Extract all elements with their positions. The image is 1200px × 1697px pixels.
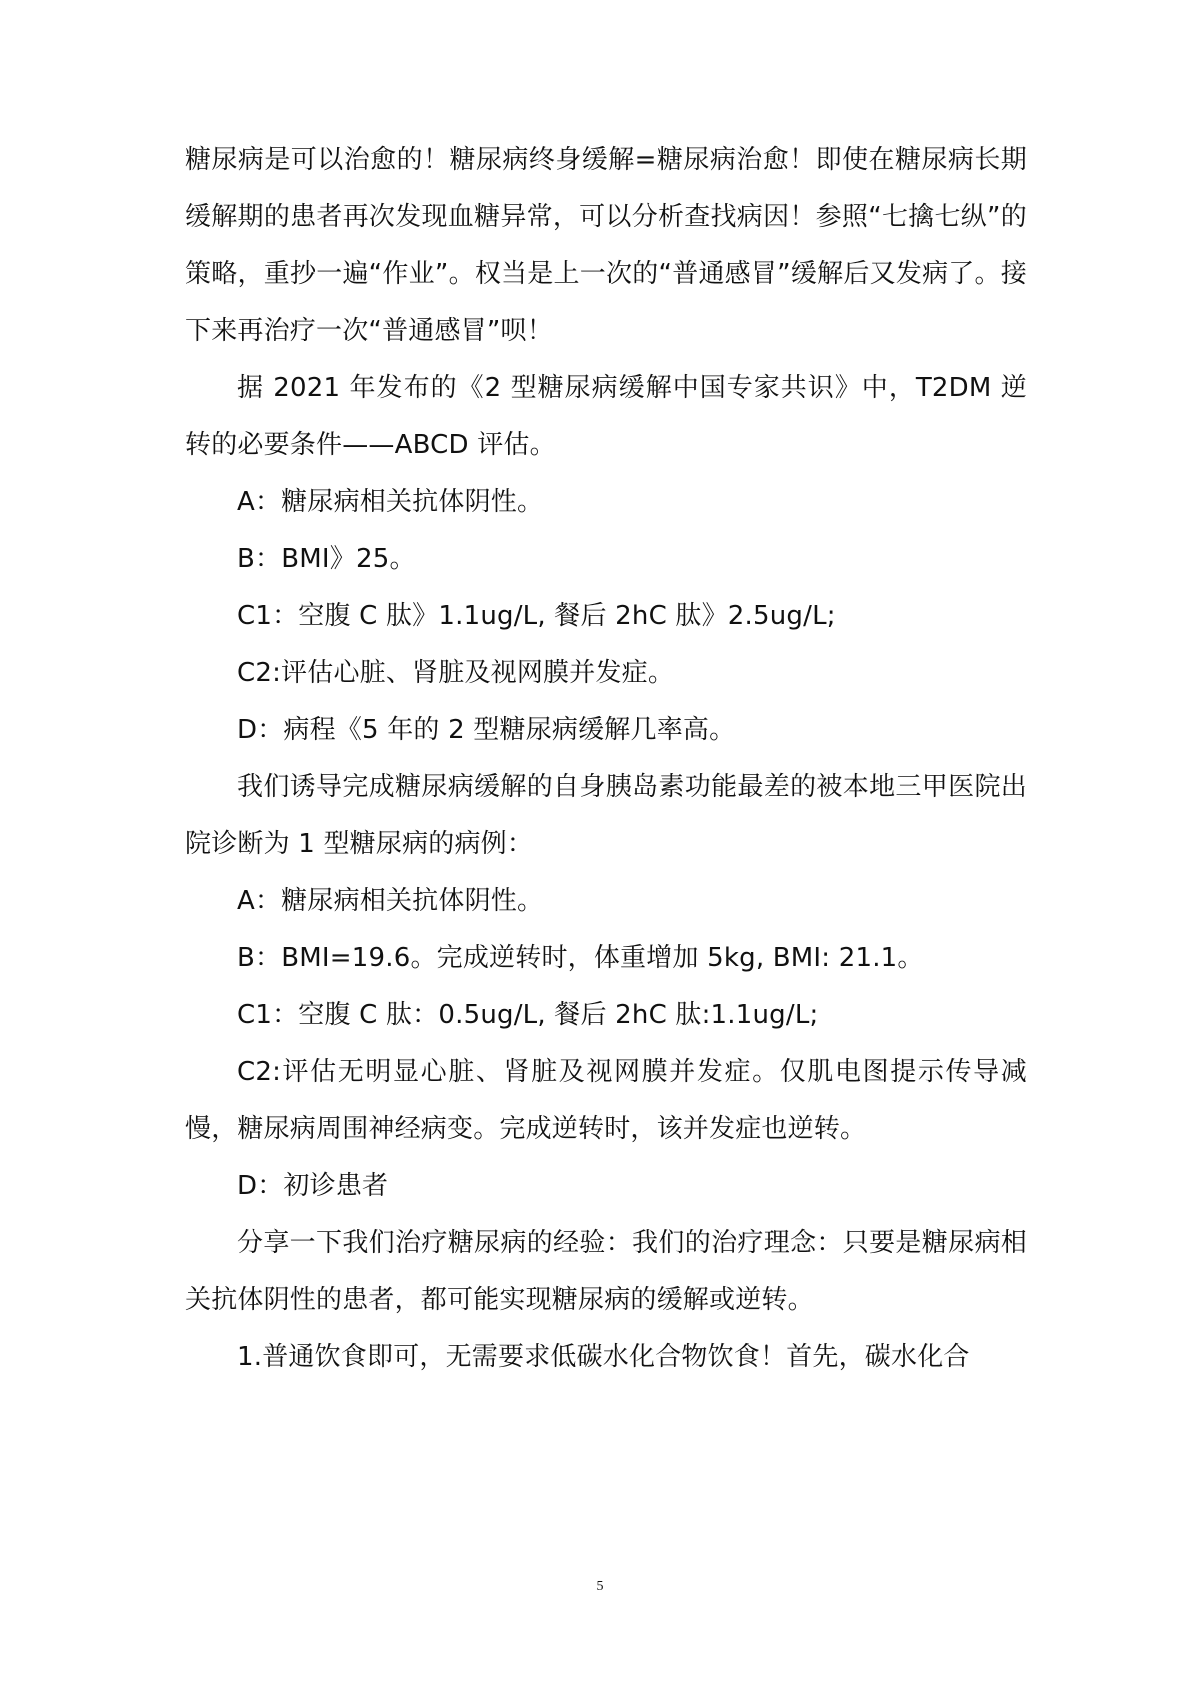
case-criterion-d: D：初诊患者: [237, 1171, 389, 1201]
page-number: 5: [596, 1579, 604, 1594]
case-criterion-a: A：糖尿病相关抗体阴性。: [237, 886, 544, 916]
paragraph-diet-point-1: 1.普通饮食即可，无需要求低碳水化合物饮食！首先，碳水化合: [237, 1342, 970, 1372]
case-criterion-c1: C1：空腹 C 肽：0.5ug/L, 餐后 2hC 肽:1.1ug/L;: [237, 1000, 819, 1030]
case-criterion-b: B：BMI=19.6。完成逆转时，体重增加 5kg, BMI: 21.1。: [237, 943, 924, 973]
criterion-a: A：糖尿病相关抗体阴性。: [237, 487, 544, 517]
page-body: [185, 132, 1027, 1386]
paragraph-consensus-intro: 据 2021 年发布的《2 型糖尿病缓解中国专家共识》中，T2DM 逆转的必要条件——ABCD 评估。: [185, 373, 1027, 460]
criterion-c1: C1：空腹 C 肽》1.1ug/L, 餐后 2hC 肽》2.5ug/L;: [237, 601, 836, 631]
case-criterion-c2: C2:评估无明显心脏、肾脏及视网膜并发症。仅肌电图提示传导减慢，糖尿病周围神经病变。完成逆转时，该并发症也逆转。: [185, 1057, 1027, 1144]
paragraph-cure-statement: 糖尿病是可以治愈的！糖尿病终身缓解=糖尿病治愈！即使在糖尿病长期缓解期的患者再次发现血糖异常，可以分析查找病因！参照“七擒七纵”的策略，重抄一遍“作业”。权当是上一次的“普通感冒”缓解后又发病了。接下来再治疗一次“普通感冒”呗！: [185, 145, 1027, 346]
criterion-c2: C2:评估心脏、肾脏及视网膜并发症。: [237, 658, 675, 688]
criterion-b: B：BMI》25。: [237, 544, 416, 574]
paragraph-experience: 分享一下我们治疗糖尿病的经验：我们的治疗理念：只要是糖尿病相关抗体阴性的患者，都可能实现糖尿病的缓解或逆转。: [185, 1228, 1027, 1315]
criterion-d: D：病程《5 年的 2 型糖尿病缓解几率高。: [237, 715, 736, 745]
paragraph-case-intro: 我们诱导完成糖尿病缓解的自身胰岛素功能最差的被本地三甲医院出院诊断为 1 型糖尿病的病例：: [185, 772, 1027, 859]
